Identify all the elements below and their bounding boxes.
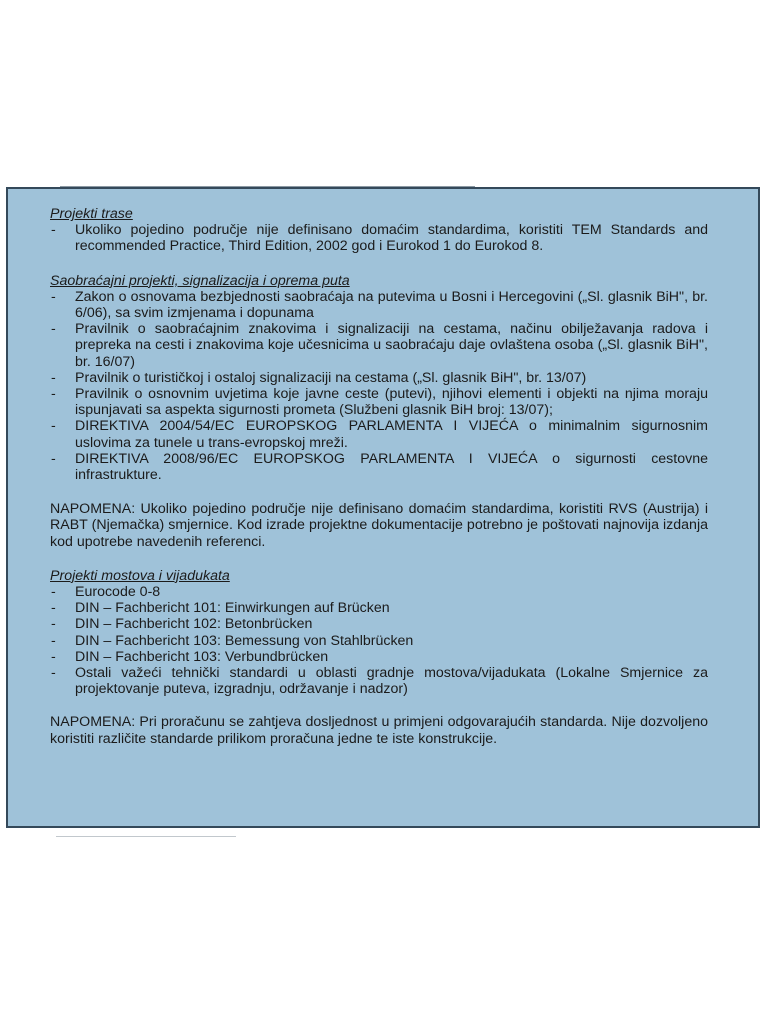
list-item: - Pravilnik o osnovnim uvjetima koje javne ceste (putevi), njihovi elementi i objekti na njima moraju ispunjavati sa aspekta sigurnosti prometa (Službeni glasnik BiH broj: 13/07); — [50, 386, 708, 418]
list-item: - Ostali važeći tehnički standardi u oblasti gradnje mostova/vijadukata (Lokalne Smjernice za projektovanje puteva, izgradnju, održavanje i nadzor) — [50, 665, 708, 697]
list-item: - DIN – Fachbericht 103: Bemessung von Stahlbrücken — [50, 633, 708, 649]
list-projekti-trase — [50, 222, 708, 254]
list-item: - DIREKTIVA 2008/96/EC EUROPSKOG PARLAMENTA I VIJEĆA o sigurnosti cestovne infrastrukture. — [50, 451, 708, 483]
list-projekti-mostova — [50, 584, 708, 697]
list-item: - DIN – Fachbericht 101: Einwirkungen auf Brücken — [50, 600, 708, 616]
section-heading-projekti-trase: Projekti trase — [50, 206, 133, 222]
list-item: - Ukoliko pojedino područje nije definisano domaćim standardima, koristiti TEM Standards and recommended Practice, Third Edition, 2002 god i Eurokod 1 do Eurokod 8. — [50, 222, 708, 254]
spacer — [50, 697, 708, 714]
note-paragraph-2: NAPOMENA: Pri proračunu se zahtjeva dosljednost u primjeni odgovarajućih standarda. Nije dozvoljeno koristiti različite standarde prilikom proračuna jedne te iste konstrukcije. — [50, 714, 708, 747]
section-heading-saobracajni-projekti: Saobraćajni projekti, signalizacija i oprema puta — [50, 272, 350, 289]
panel-content — [50, 206, 708, 747]
bottom-rule — [56, 836, 236, 837]
section-heading-projekti-mostova: Projekti mostova i vijadukata — [50, 567, 230, 584]
list-item: - DIN – Fachbericht 102: Betonbrücken — [50, 616, 708, 632]
spacer — [50, 483, 708, 501]
standards-panel — [6, 187, 760, 828]
spacer — [50, 255, 708, 273]
list-item: - Zakon o osnovama bezbjednosti saobraćaja na putevima u Bosni i Hercegovini („Sl. glasnik BiH", br. 6/06), sa svim izmjenama i dopunama — [50, 289, 708, 321]
list-item: - DIN – Fachbericht 103: Verbundbrücken — [50, 649, 708, 665]
note-paragraph-1: NAPOMENA: Ukoliko pojedino područje nije definisano domaćim standardima, koristiti RVS (Austrija) i RABT (Njemačka) smjernice. Kod izrade projektne dokumentacije potrebno je poštovati najnovija izdanja kod upotrebe navedenih referenci. — [50, 501, 708, 550]
list-item: - Pravilnik o turističkoj i ostaloj signalizaciji na cestama („Sl. glasnik BiH", br. 13/07) — [50, 370, 708, 386]
spacer — [50, 550, 708, 568]
list-item: - Pravilnik o saobraćajnim znakovima i signalizaciji na cestama, načinu obilježavanja radova i prepreka na cesti i znakovima koje učesnicima u saobraćaju daje ovlaštena osoba („Sl. glasnik BiH", br. 16/07) — [50, 321, 708, 370]
list-item: - Eurocode 0-8 — [50, 584, 708, 600]
list-item: - DIREKTIVA 2004/54/EC EUROPSKOG PARLAMENTA I VIJEĆA o minimalnim sigurnosnim uslovima za tunele u trans-evropskoj mreži. — [50, 418, 708, 450]
list-saobracajni-projekti — [50, 289, 708, 483]
